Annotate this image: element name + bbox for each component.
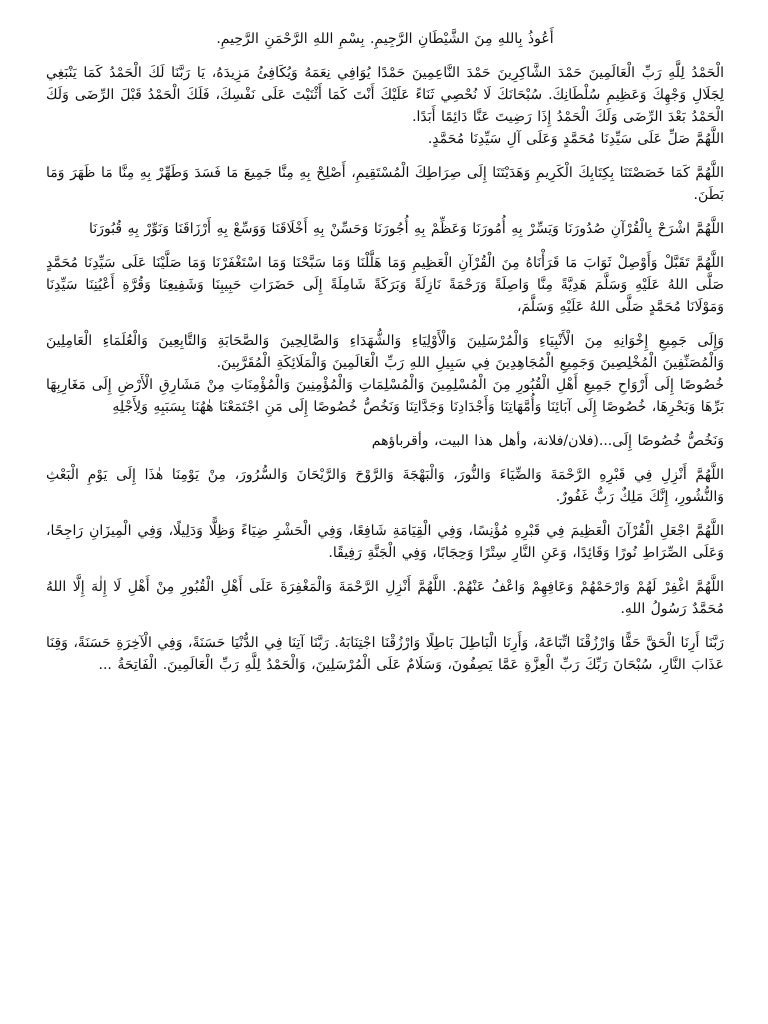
opening-line: أَعُوذُ بِاللهِ مِنَ الشَّيْطَانِ الرَّجِيمِ. بِسْمِ اللهِ الرَّحْمَنِ الرَّحِيمِ. xyxy=(216,31,554,47)
paragraph-mercy: اللَّهُمَّ أَنْزِلِ فِي قَبْرِهِ الرَّحْمَةَ وَالضِّيَاءَ وَالنُّورَ، وَالْبَهْجَةَ وَالرَّوْحَ وَالرَّيْحَانَ وَالسُّرُورَ، مِنْ يَوْمِنَا هٰذَا إِلَى يَوْمِ الْبَعْثِ وَالنُّشُورِ، إِنَّكَ مَلِكٌ رَبٌّ غَفُورٌ. xyxy=(46,467,724,505)
paragraph-companion: اللَّهُمَّ اجْعَلِ الْقُرْآنَ الْعَظِيمَ فِي قَبْرِهِ مُؤْنِسًا، وَفِي الْقِيَامَةِ شَافِعًا، وَفِي الْحَشْرِ ضِيَاءً وَظِلًّا وَدَلِيلًا، وَفِي الْمِيزَانِ رَاجِحًا، وَعَلَى الصِّرَاطِ نُورًا وَقَائِدًا، وَعَنِ النَّارِ سِتْرًا وَحِجَابًا، وَفِي الْجَنَّةِ رَفِيقًا. xyxy=(46,523,724,561)
paragraph-dedication: وَنَخُصُّ خُصُوصًا إِلَى...(فلان/فلانة، وأهل هذا البيت، وأقرباؤهم xyxy=(371,433,724,449)
paragraph-prophets: وَإِلَى جَمِيعِ إِخْوَانِهِ مِنَ الْأَنْبِيَاءِ وَالْمُرْسَلِينَ وَالْأَوْلِيَاءِ وَالشُّهَدَاءِ وَالصَّالِحِينَ وَالصَّحَابَةِ وَالتَّابِعِينَ وَالْعُلَمَاءِ الْعَامِلِينَ وَالْمُصَنِّفِينَ الْمُخْلِصِينَ وَجَمِيعِ الْمُجَاهِدِينَ فِي سَبِيلِ اللهِ رَبِّ الْعَالَمِينَ وَالْمَلَائِكَةِ الْمُقَرَّبِينَ. xyxy=(46,333,724,371)
paragraph-salawat: اللَّهُمَّ صَلِّ عَلَى سَيِّدِنَا مُحَمَّدٍ وَعَلَى آلِ سَيِّدِنَا مُحَمَّدٍ. xyxy=(427,131,724,147)
paragraph-book: اللَّهُمَّ كَمَا خَصَصْتَنَا بِكِتَابِكَ الْكَرِيمِ وَهَدَيْتَنَا إِلَى صِرَاطِكَ الْمُسْتَقِيمِ، أَصْلِحْ بِهِ مِنَّا جَمِيعَ مَا فَسَدَ وَطَهِّرْ بِهِ مِنَّا مَا ظَهَرَ وَمَا بَطَنَ. xyxy=(46,165,724,203)
paragraph-forgiveness: اللَّهُمَّ اغْفِرْ لَهُمْ وَارْحَمْهُمْ وَعَافِهِمْ وَاعْفُ عَنْهُمْ. اللَّهُمَّ أَنْزِلِ الرَّحْمَةَ وَالْمَغْفِرَةَ عَلَى أَهْلِ الْقُبُورِ مِنْ أَهْلِ لَا إِلٰهَ إِلَّا اللهُ مُحَمَّدٌ رَسُولُ اللهِ. xyxy=(46,579,724,617)
paragraph-quran: اللَّهُمَّ اشْرَحْ بِالْقُرْآنِ صُدُورَنَا وَيَسِّرْ بِهِ أُمُورَنَا وَعَظِّمْ بِهِ أُجُورَنَا وَحَسِّنْ بِهِ أَخْلَاقَنَا وَوَسِّعْ بِهِ أَرْزَاقَنَا وَنَوِّرْ بِهِ قُبُورَنَا xyxy=(89,221,724,237)
paragraph-closing: رَبَّنَا أَرِنَا الْحَقَّ حَقًّا وَارْزُقْنَا اتِّبَاعَهُ، وَأَرِنَا الْبَاطِلَ بَاطِلًا وَارْزُقْنَا اجْتِنَابَهُ. رَبَّنَا آتِنَا فِي الدُّنْيَا حَسَنَةً، وَفِي الْآخِرَةِ حَسَنَةً، وَقِنَا عَذَابَ النَّارِ، سُبْحَانَ رَبِّكَ رَبِّ الْعِزَّةِ عَمَّا يَصِفُونَ، وَسَلَامٌ عَلَى الْمُرْسَلِينَ، وَالْحَمْدُ لِلَّهِ رَبِّ الْعَالَمِينَ. الْفَاتِحَةُ ... xyxy=(46,635,724,673)
paragraph-reward: اللَّهُمَّ تَقَبَّلْ وَأَوْصِلْ ثَوَابَ مَا قَرَأْنَاهُ مِنَ الْقُرْآنِ الْعَظِيمِ وَمَا هَلَّلْنَا وَمَا سَبَّحْنَا وَمَا اسْتَغْفَرْنَا وَمَا صَلَّيْنَا عَلَى سَيِّدِنَا مُحَمَّدٍ صَلَّى اللهُ عَلَيْهِ وَسَلَّمَ هَدِيَّةً مِنَّا وَاصِلَةً وَرَحْمَةً نَازِلَةً وَبَرَكَةً شَامِلَةً إِلَى حَضَرَاتِ حَبِيبِنَا وَشَفِيعِنَا وَقُرَّةِ أَعْيُنِنَا سَيِّدِنَا وَمَوْلَانَا مُحَمَّدٍ صَلَّى اللهُ عَلَيْهِ وَسَلَّمَ، xyxy=(46,255,724,315)
paragraph-praise: الْحَمْدُ لِلَّهِ رَبِّ الْعَالَمِينَ حَمْدَ الشَّاكِرِينَ حَمْدَ النَّاعِمِينَ حَمْدًا يُوَافِي نِعَمَهُ وَيُكَافِئُ مَزِيدَهُ، يَا رَبَّنَا لَكَ الْحَمْدُ كَمَا يَنْبَغِي لِجَلَالِ وَجْهِكَ وَعَظِيمِ سُلْطَانِكَ. سُبْحَانَكَ لَا نُحْصِي ثَنَاءً عَلَيْكَ أَنْتَ كَمَا أَثْنَيْتَ عَلَى نَفْسِكَ، فَلَكَ الْحَمْدُ قَبْلَ الرِّضَى وَلَكَ الْحَمْدُ بَعْدَ الرِّضَى وَلَكَ الْحَمْدُ إِذَا رَضِيتَ عَنَّا دَائِمًا أَبَدًا. xyxy=(46,65,724,125)
paragraph-graves: خُصُوصًا إِلَى أَرْوَاحِ جَمِيعِ أَهْلِ الْقُبُورِ مِنَ الْمُسْلِمِينَ وَالْمُسْلِمَاتِ وَالْمُؤْمِنِينَ وَالْمُؤْمِنَاتِ مِنْ مَشَارِقِ الْأَرْضِ إِلَى مَغَارِبِهَا بَرِّهَا وَبَحْرِهَا، خُصُوصًا إِلَى آبَائِنَا وَأُمَّهَاتِنَا وَأَجْدَادِنَا وَجَدَّاتِنَا وَنَخُصُّ خُصُوصًا إِلَى مَنِ اجْتَمَعْنَا هٰهُنَا بِسَبَبِهِ وَلِأَجْلِهِ xyxy=(46,377,724,415)
